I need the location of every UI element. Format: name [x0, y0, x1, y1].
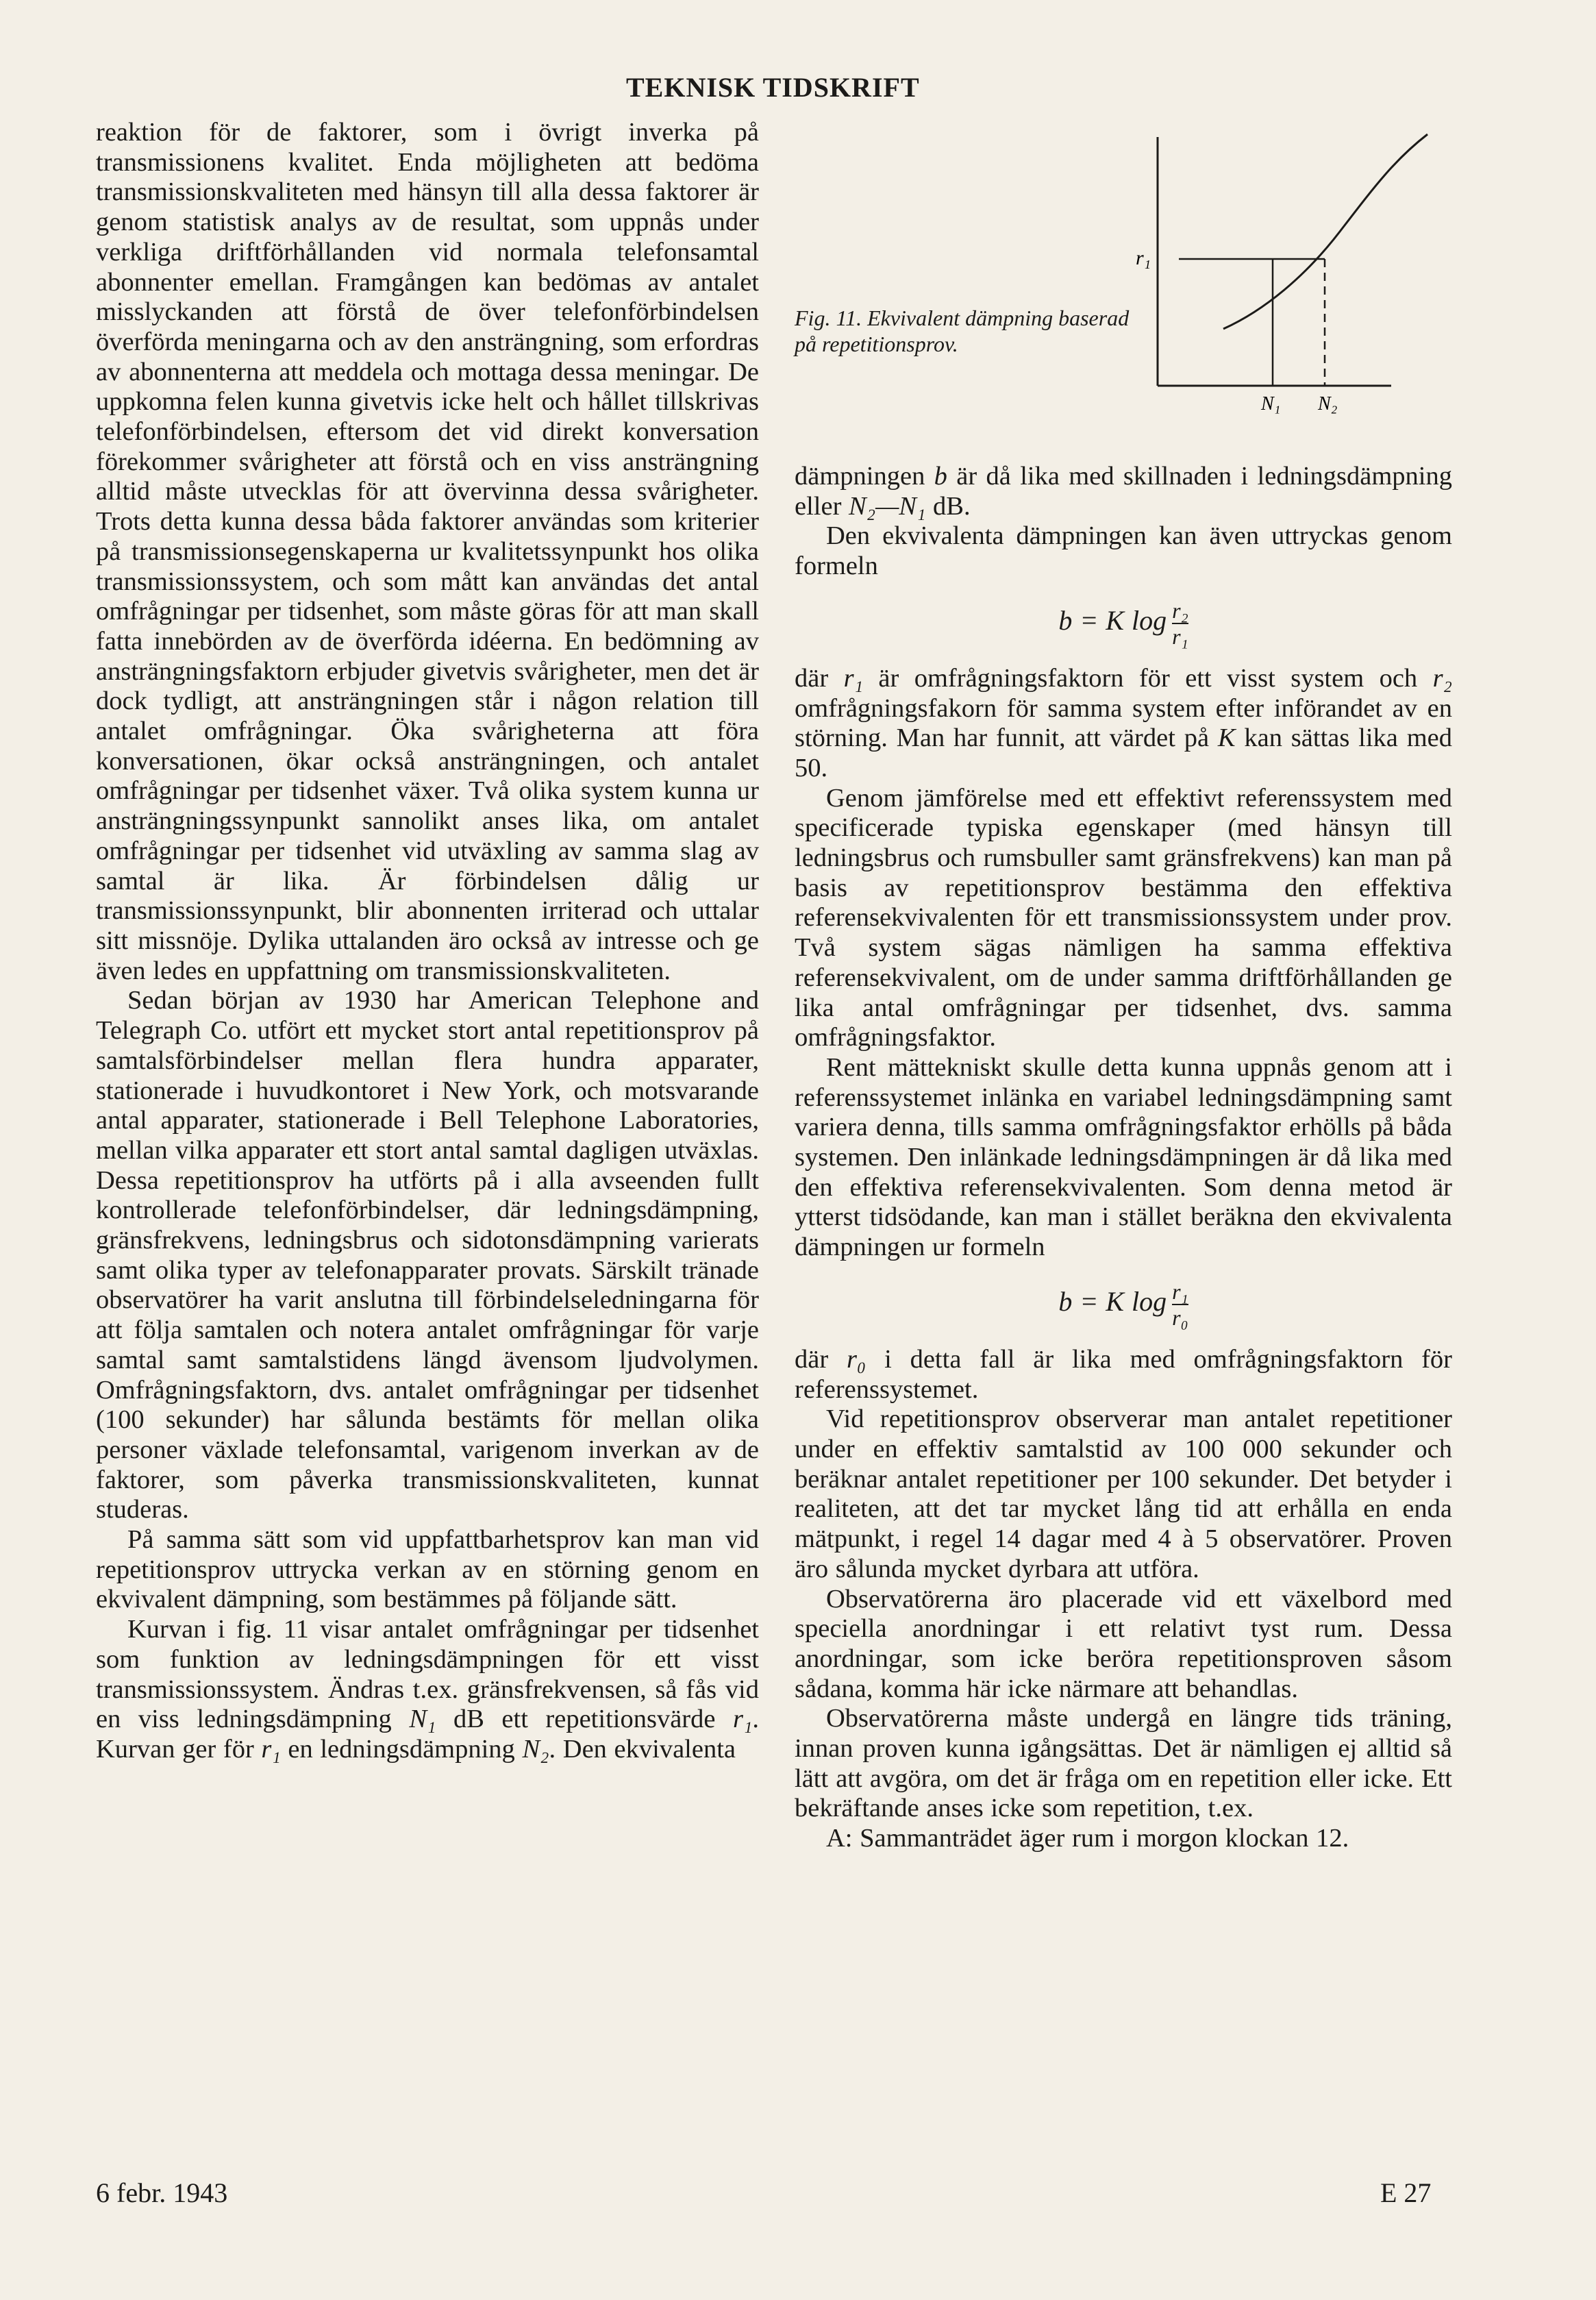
numerator: r₁: [1172, 1278, 1188, 1304]
text-run: dB.: [925, 491, 971, 521]
paragraph: Observatörerna äro placerade vid ett växelbord med speciella anordningar i ett relativt tyst rum. Dessa anordningar, som icke beröra repetitionsproven såsom sådana, komma här icke närmare att behandlas.: [795, 1584, 1452, 1703]
left-column: [96, 118, 759, 1765]
symbol: b: [934, 462, 947, 491]
text-run: är då lika med skillnaden i ledningsdämpning eller: [795, 462, 1452, 521]
symbol: r₁: [733, 1705, 753, 1734]
curve: [1223, 134, 1427, 329]
symbol: r₁: [261, 1734, 281, 1764]
paragraph: Genom jämförelse med ett effektivt referenssystem med specificerade typiska egenskaper (med hänsyn till ledningsbrus och rumsbuller samt gränsfrekvens) kan man på basis av repetitionsprov bestämma den effektiva referensekvivalenten för ett transmissionssystem under prov. Två system sägas nämligen ha samma effektiva referensekvivalent, om de under samma driftförhållanden ge lika antal omfrågningar per tidsenhet, dvs. samma omfrågningsfaktor.: [795, 783, 1452, 1052]
denominator: r₀: [1172, 1304, 1188, 1330]
symbol: N₂—N₁: [849, 491, 926, 521]
paragraph: Den ekvivalenta dämpningen kan även uttryckas genom formeln: [795, 521, 1452, 581]
text-run: omfrågningsfakorn för samma system efter införandet av en störning. Man har funnit, att värdet på: [795, 693, 1452, 753]
page-number: E 27: [1380, 2177, 1432, 2208]
paragraph: [795, 664, 1452, 784]
paragraph: [795, 1345, 1452, 1405]
symbol: K: [1217, 724, 1236, 753]
n1-label: N₁: [1261, 393, 1281, 415]
symbol: r₁: [843, 663, 863, 693]
paragraph: På samma sätt som vid uppfattbarhetsprov kan man vid repetitionsprov uttrycka verkan av en störning genom en ekvivalent dämpning, som bestämmes på följande sätt.: [96, 1525, 759, 1614]
symbol: N₂: [522, 1734, 549, 1764]
n2-label: N₂: [1318, 393, 1338, 415]
paragraph: reaktion för de faktorer, som i övrigt inverka på transmissionens kvalitet. Enda möjligheten att bedöma transmissionskvaliteten med hänsyn till alla dessa faktorer är genom statistisk analys av de resultat, som uppnås under verkliga driftförhållanden vid normala telefonsamtal abonnenter emellan. Framgången kan bedömas av antalet misslyckanden att förstå de över telefonförbindelsen överförda meningarna och av den ansträngning, som erfordras av abonnenterna att meddela och mottaga dessa meningar. De uppkomna felen kunna givetvis icke helt och hållet tillskrivas telefonförbindelsen, eftersom det vid direkt konversation förekommer svårigheter att förstå och en viss ansträngning alltid måste utvecklas för att övervinna dessa svårigheter. Trots detta kunna dessa båda faktorer användas som kriterier på transmissionsegenskaperna ur kvalitetssynpunkt hos olika transmissionssystem, och som mått kan användas det antal omfrågningar per tidsenhet, som måste göras för att man skall fatta innebörden av de överförda idéerna. En bedömning av ansträngningsfaktorn erbjuder givetvis svårigheter, men det är dock tydligt, att ansträngningen står i någon relation till antalet omfrågningar. Öka svårigheterna att föra konversationen, ökar också ansträngningen, och antalet omfrågningar per tidsenhet växer. Två olika system kunna ur ansträngningssynpunkt sannolikt anses lika, om antalet omfrågningar per tidsenhet vid utväxling av samma slag av samtal är lika. Är förbindelsen dålig ur transmissionssynpunkt, blir abonnenten irriterad och uttalar sitt missnöje. Dylika uttalanden äro också av intresse och ge även ledes en uppfattning om transmissionskvaliteten.: [96, 118, 759, 985]
figure-11-diagram: [1136, 129, 1443, 415]
denominator: r₁: [1172, 623, 1188, 649]
symbol: r₂: [1432, 663, 1452, 693]
fraction: [1172, 1279, 1188, 1330]
paragraph: Sedan början av 1930 har American Telephone and Telegraph Co. utfört ett mycket stort antal repetitionsprov på samtalsförbindelser mellan flera hundra apparater, stationerade i huvudkontoret i New York, och motsvarande antal apparater, stationerade i Bell Telephone Laboratories, mellan vilka apparater ett stort antal samtal dagligen utväxlas. Dessa repetitionsprov ha utförts på i alla avseenden fullt kontrollerade telefonförbindelser, där ledningsdämpning, gränsfrekvens, ledningsbrus och sidotonsdämpning varierats samt olika typer av telefonapparater provats. Särskilt tränade observatörer ha varit anslutna till förbindelseledningarna för att följa samtalen och notera antalet omfrågningar för varje samtal samt samtalstidens längd ävensom ljudvolymen. Omfrågningsfaktorn, dvs. antalet omfrågningar per tidsenhet (100 sekunder) har sålunda bestämts för mellan olika personer växlade telefonsamtal, varigenom inverkan av de faktorer, som påverka transmissionskvaliteten, kunnat studeras.: [96, 986, 759, 1524]
numerator: r₂: [1172, 597, 1188, 623]
figure-caption: Fig. 11. Ekvivalent dämpning baserad på repetitionsprov.: [795, 306, 1130, 356]
text-run: dämpningen: [795, 462, 934, 491]
r1-label: r₁: [1136, 247, 1151, 269]
text-run: dB ett repetitionsvärde: [436, 1705, 733, 1734]
paragraph: Vid repetitionsprov observerar man antalet repetitioner under en effektiv samtalstid av 100 000 sekunder och beräknar antalet repetitioner per 100 sekunder. Det betyder i realiteten, att det tar mycket lång tid att erhålla en enda mätpunkt, i regel 14 dagar med 4 à 5 observatörer. Proven äro sålunda mycket dyrbara att utföra.: [795, 1405, 1452, 1583]
text-run: . Den ekvivalenta: [549, 1734, 736, 1764]
formula-1: [795, 598, 1452, 649]
footer-date: 6 febr. 1943: [96, 2177, 228, 2208]
formula-2: [795, 1279, 1452, 1330]
paragraph: A: Sammanträdet äger rum i morgon klockan 12.: [826, 1824, 1349, 1853]
formula-lhs: b = K log: [1058, 1286, 1167, 1318]
text-run: är omfrågningsfaktorn för ett visst system och: [862, 663, 1433, 693]
formula-lhs: b = K log: [1058, 605, 1167, 636]
text-run: i detta fall är lika med omfrågningsfaktorn för referenssystemet.: [795, 1344, 1452, 1404]
text-run: . Kurvan ger för: [96, 1705, 759, 1764]
text-run: där: [795, 1344, 847, 1374]
text-run: kan sättas lika med 50.: [795, 724, 1452, 782]
text-run: där: [795, 663, 844, 693]
fraction: [1172, 598, 1188, 649]
right-column: [795, 462, 1452, 1854]
symbol: N₁: [409, 1705, 436, 1734]
paragraph: [795, 462, 1452, 521]
paragraph: [96, 1615, 759, 1765]
text-run: Kurvan i fig. 11 visar antalet omfrågningar per tidsenhet som funktion av ledningsdämpningen för ett visst transmissionssystem. Ändras t.ex. gränsfrekvensen, så fås vid en viss ledningsdämpning: [96, 1615, 759, 1734]
paragraph: Rent mättekniskt skulle detta kunna uppnås genom att i referenssystemet inlänka en variabel ledningsdämpning samt variera denna, tills samma omfrågningsfaktor erhölls på båda systemen. Den inlänkade ledningsdämpningen är då lika med den effektiva referensekvivalenten. Som denna metod är ytterst tidsödande, kan man i stället beräkna den ekvivalenta dämpningen ur formeln: [795, 1052, 1452, 1262]
symbol: r₀: [846, 1344, 866, 1374]
text-run: en ledningsdämpning: [280, 1734, 523, 1764]
paragraph: Observatörerna måste undergå en längre tids träning, innan proven kunna igångsättas. Det är nämligen ej alltid så lätt att avgöra, om det är fråga om en repetition eller icke. Ett bekräftande anses icke som repetition, t.ex.: [795, 1704, 1452, 1823]
journal-header: TEKNISK TIDSKRIFT: [626, 72, 920, 103]
